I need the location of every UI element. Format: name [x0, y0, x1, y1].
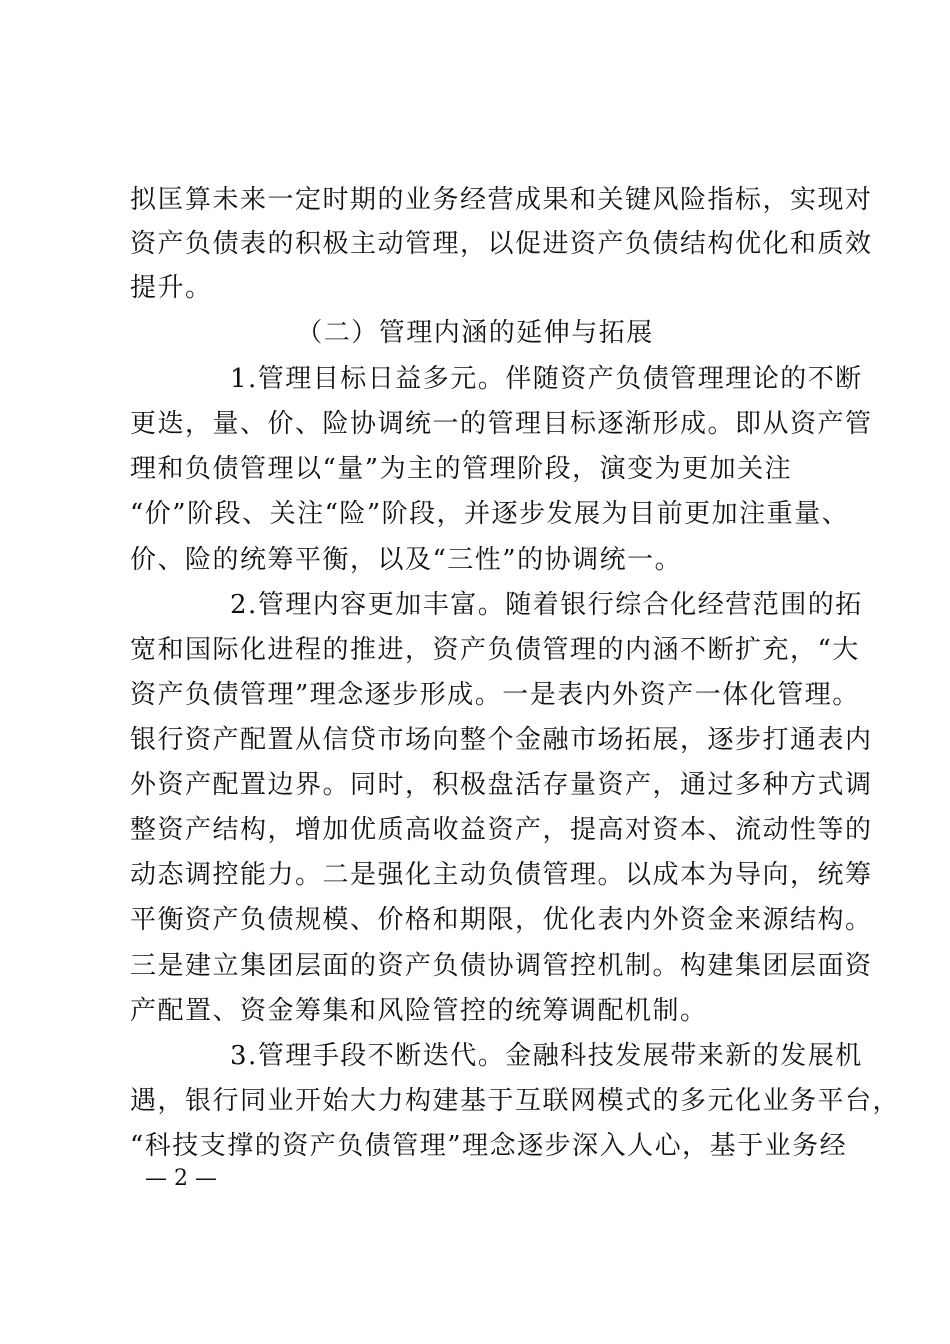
- section-heading: （二）管理内涵的延伸与拓展: [296, 318, 654, 348]
- text-line: 整资产结构，增加优质高收益资产，提高对资本、流动性等的: [130, 815, 873, 845]
- paragraph-start: 1.管理目标日益多元。伴随资产负债管理理论的不断: [230, 364, 863, 394]
- text-line: 外资产配置边界。同时，积极盘活存量资产，通过多种方式调: [130, 770, 873, 800]
- text-line: “价”阶段、关注“险”阶段，并逐步发展为目前更加注重量、: [130, 499, 850, 529]
- text-line: 银行资产配置从信贷市场向整个金融市场拓展，逐步打通表内: [130, 725, 873, 755]
- text-line: “科技支撑的资产负债管理”理念逐步深入人心，基于业务经: [130, 1131, 848, 1161]
- text-line: 资产负债表的积极主动管理，以促进资产负债结构优化和质效: [130, 229, 873, 259]
- text-line: 更迭，量、价、险协调统一的管理目标逐渐形成。即从资产管: [130, 409, 873, 439]
- text-line: 遇，银行同业开始大力构建基于互联网模式的多元化业务平台，: [130, 1086, 901, 1116]
- paragraph-start: 2.管理内容更加丰富。随着银行综合化经营范围的拓: [230, 590, 863, 620]
- text-line: 提升。: [130, 273, 213, 303]
- text-line: 平衡资产负债规模、价格和期限，优化表内外资金来源结构。: [130, 905, 873, 935]
- text-line: 产配置、资金筹集和风险管控的统筹调配机制。: [130, 996, 708, 1026]
- paragraph-start: 3.管理手段不断迭代。金融科技发展带来新的发展机: [230, 1041, 863, 1071]
- text-line: 理和负债管理以“量”为主的管理阶段，演变为更加关注: [130, 454, 793, 484]
- page-number: — 2 —: [145, 1166, 217, 1191]
- text-line: 价、险的统筹平衡，以及“三性”的协调统一。: [130, 545, 683, 575]
- text-line: 拟匡算未来一定时期的业务经营成果和关键风险指标，实现对: [130, 185, 873, 215]
- text-line: 宽和国际化进程的推进，资产负债管理的内涵不断扩充，“大: [130, 635, 860, 665]
- text-line: 动态调控能力。二是强化主动负债管理。以成本为导向，统筹: [130, 860, 873, 890]
- text-line: 三是建立集团层面的资产负债协调管控机制。构建集团层面资: [130, 951, 873, 981]
- text-line: 资产负债管理”理念逐步形成。一是表内外资产一体化管理。: [130, 680, 860, 710]
